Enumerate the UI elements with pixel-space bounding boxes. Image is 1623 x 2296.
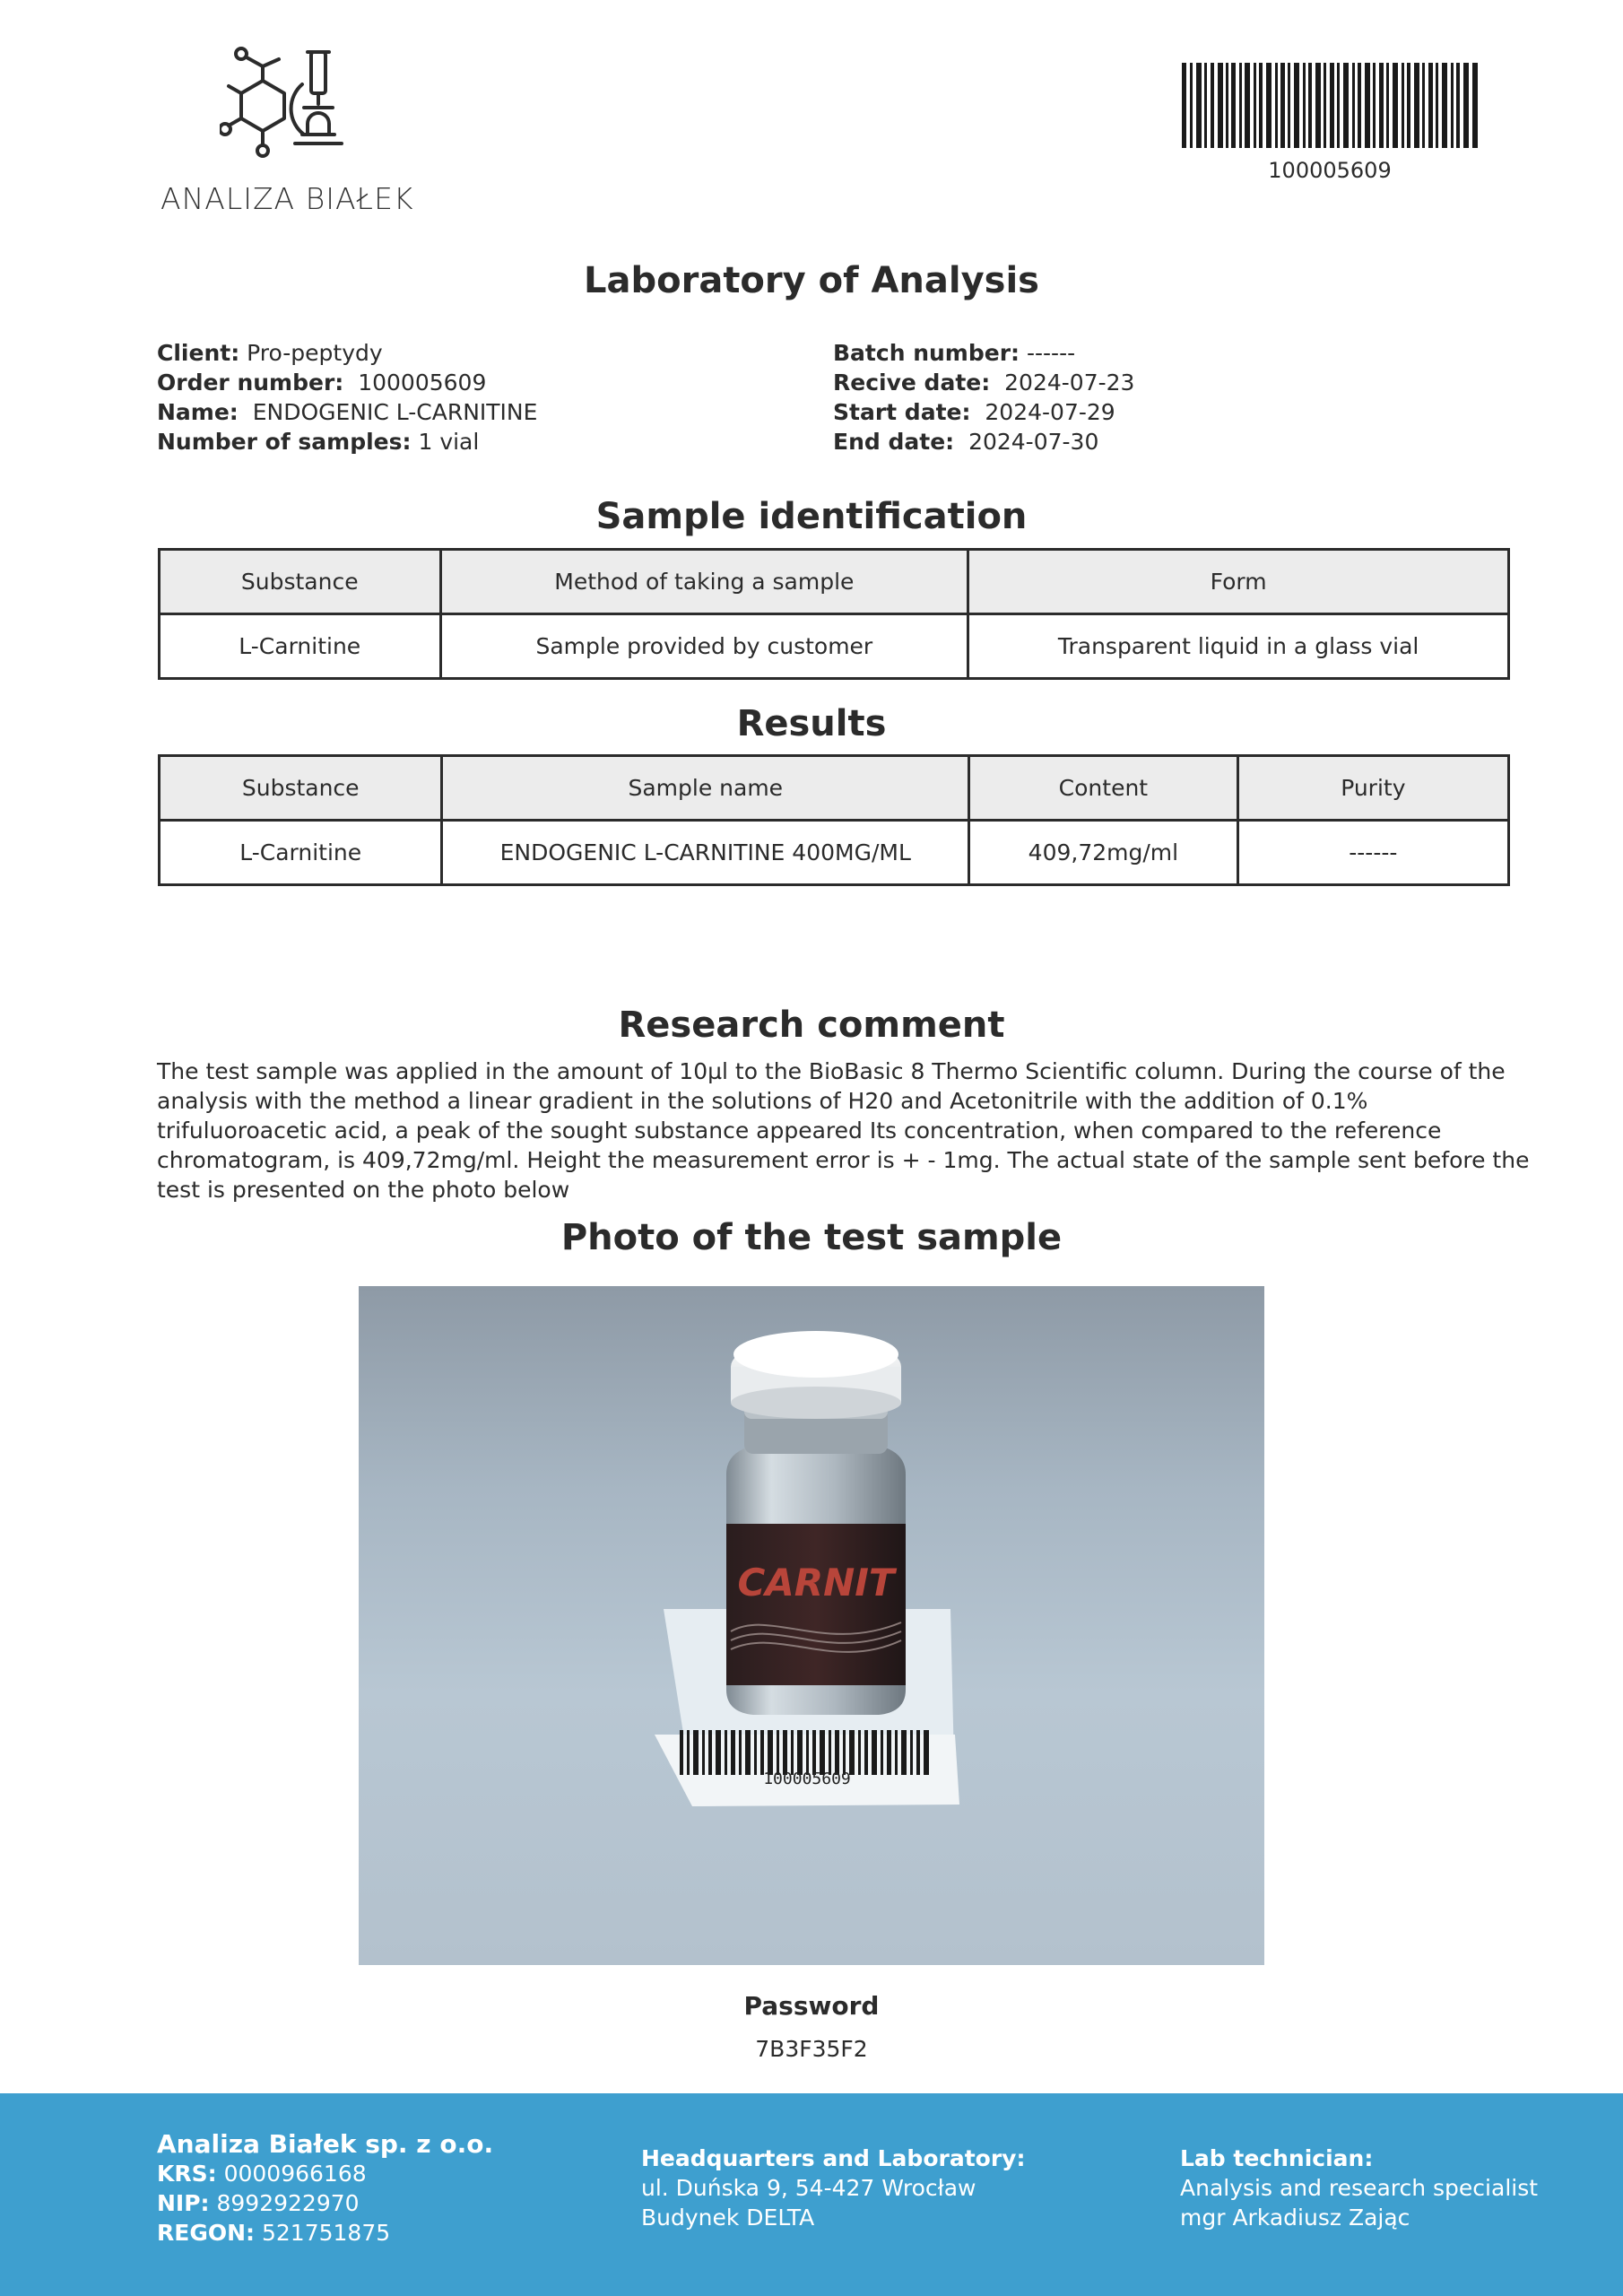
client-row: [157, 338, 537, 368]
hq-address-line: ul. Duńska 9, 54-427 Wrocław: [641, 2175, 976, 2201]
table-cell: ------: [1237, 821, 1508, 885]
table-row: [160, 614, 1509, 679]
nip-value: 8992922970: [216, 2190, 360, 2216]
company-name: Analiza Białek sp. z o.o.: [157, 2129, 494, 2159]
receive-label: Recive date:: [833, 370, 991, 396]
results-table: [158, 754, 1510, 886]
batch-value: ------: [1026, 340, 1076, 366]
batch-label: Batch number:: [833, 340, 1020, 366]
krs-row: [157, 2159, 493, 2188]
table-cell: L-Carnitine: [160, 614, 441, 679]
tech-name: mgr Arkadiusz Zając: [1180, 2205, 1410, 2231]
receive-value: 2024-07-23: [1004, 370, 1135, 396]
order-label: Order number:: [157, 370, 344, 396]
table-cell: Sample provided by customer: [440, 614, 968, 679]
nip-row: [157, 2188, 493, 2218]
krs-label: KRS:: [157, 2161, 217, 2187]
samples-value: 1 vial: [418, 429, 480, 455]
start-row: [833, 397, 1134, 427]
end-value: 2024-07-30: [968, 429, 1099, 455]
receive-row: [833, 368, 1134, 397]
photo-heading: Photo of the test sample: [560, 1217, 1063, 1258]
password-label: Password: [743, 1991, 880, 2021]
hq-building-line: Budynek DELTA: [641, 2205, 815, 2231]
order-row: [157, 368, 537, 397]
results-heading: Results: [736, 703, 887, 744]
research-comment-heading: Research comment: [618, 1004, 1005, 1046]
footer-company: [157, 2129, 493, 2248]
samples-label: Number of samples:: [157, 429, 412, 455]
hq-title: Headquarters and Laboratory:: [641, 2145, 1026, 2171]
table-row: [160, 821, 1509, 885]
start-label: Start date:: [833, 399, 971, 425]
page-title: Laboratory of Analysis: [584, 260, 1039, 301]
vial-photo-illustration: [359, 1286, 1264, 1965]
sample-barcode-number: 100005609: [763, 1770, 851, 1788]
barcode: [1182, 63, 1478, 148]
table-header-row: [160, 756, 1509, 821]
table-header-cell: Form: [968, 550, 1509, 614]
nip-label: NIP:: [157, 2190, 210, 2216]
samples-row: [157, 427, 537, 457]
research-comment-text: The test sample was applied in the amount of 10µl to the BioBasic 8 Thermo Scientific column. During the course of the analysis with the method a linear gradient in the solutions of H20 and Acetonitrile with the addition of 0.1% trifuluoroacetic acid, a peak of the sought substance appeared Its concentration, when compared to the reference chromatogram, is 409,72mg/ml. Height the measurement error is + - 1mg. The actual state of the sample sent before the test is presented on the photo below: [157, 1058, 1530, 1203]
vial-label: [726, 1524, 906, 1685]
end-label: End date:: [833, 429, 955, 455]
regon-row: [157, 2218, 493, 2248]
table-header-cell: Substance: [160, 756, 442, 821]
table-cell: Transparent liquid in a glass vial: [968, 614, 1509, 679]
barcode-number: 100005609: [1268, 158, 1392, 183]
end-row: [833, 427, 1134, 457]
vial-label-text: CARNIT: [737, 1561, 895, 1605]
order-info-left: [157, 338, 537, 457]
client-value: Pro-peptydy: [247, 340, 383, 366]
table-header-cell: Substance: [160, 550, 441, 614]
sample-identification-table: [158, 548, 1510, 680]
password-value: 7B3F35F2: [755, 2036, 868, 2062]
order-value: 100005609: [358, 370, 487, 396]
table-header-cell: Method of taking a sample: [440, 550, 968, 614]
table-header-row: [160, 550, 1509, 614]
order-info-right: [833, 338, 1134, 457]
footer-headquarters: [641, 2144, 1025, 2232]
table-cell: L-Carnitine: [160, 821, 442, 885]
molecule-microscope-icon: [220, 45, 363, 170]
sample-photo: [359, 1286, 1264, 1965]
client-label: Client:: [157, 340, 240, 366]
krs-value: 0000966168: [223, 2161, 367, 2187]
tech-title: Lab technician:: [1180, 2145, 1374, 2171]
regon-value: 521751875: [261, 2220, 391, 2246]
name-row: [157, 397, 537, 427]
start-value: 2024-07-29: [985, 399, 1115, 425]
table-header-cell: Sample name: [442, 756, 969, 821]
table-header-cell: Purity: [1237, 756, 1508, 821]
logo-text: ANALIZA BIAŁEK: [161, 181, 414, 216]
table-cell: 409,72mg/ml: [969, 821, 1238, 885]
batch-row: [833, 338, 1134, 368]
table-header-cell: Content: [969, 756, 1238, 821]
footer-technician: [1180, 2144, 1538, 2232]
table-cell: ENDOGENIC L-CARNITINE 400MG/ML: [442, 821, 969, 885]
tech-role: Analysis and research specialist: [1180, 2175, 1539, 2201]
company-logo: [157, 45, 426, 224]
name-label: Name:: [157, 399, 239, 425]
name-value: ENDOGENIC L-CARNITINE: [252, 399, 538, 425]
sample-identification-heading: Sample identification: [595, 496, 1028, 537]
regon-label: REGON:: [157, 2220, 256, 2246]
footer: [0, 2093, 1623, 2296]
